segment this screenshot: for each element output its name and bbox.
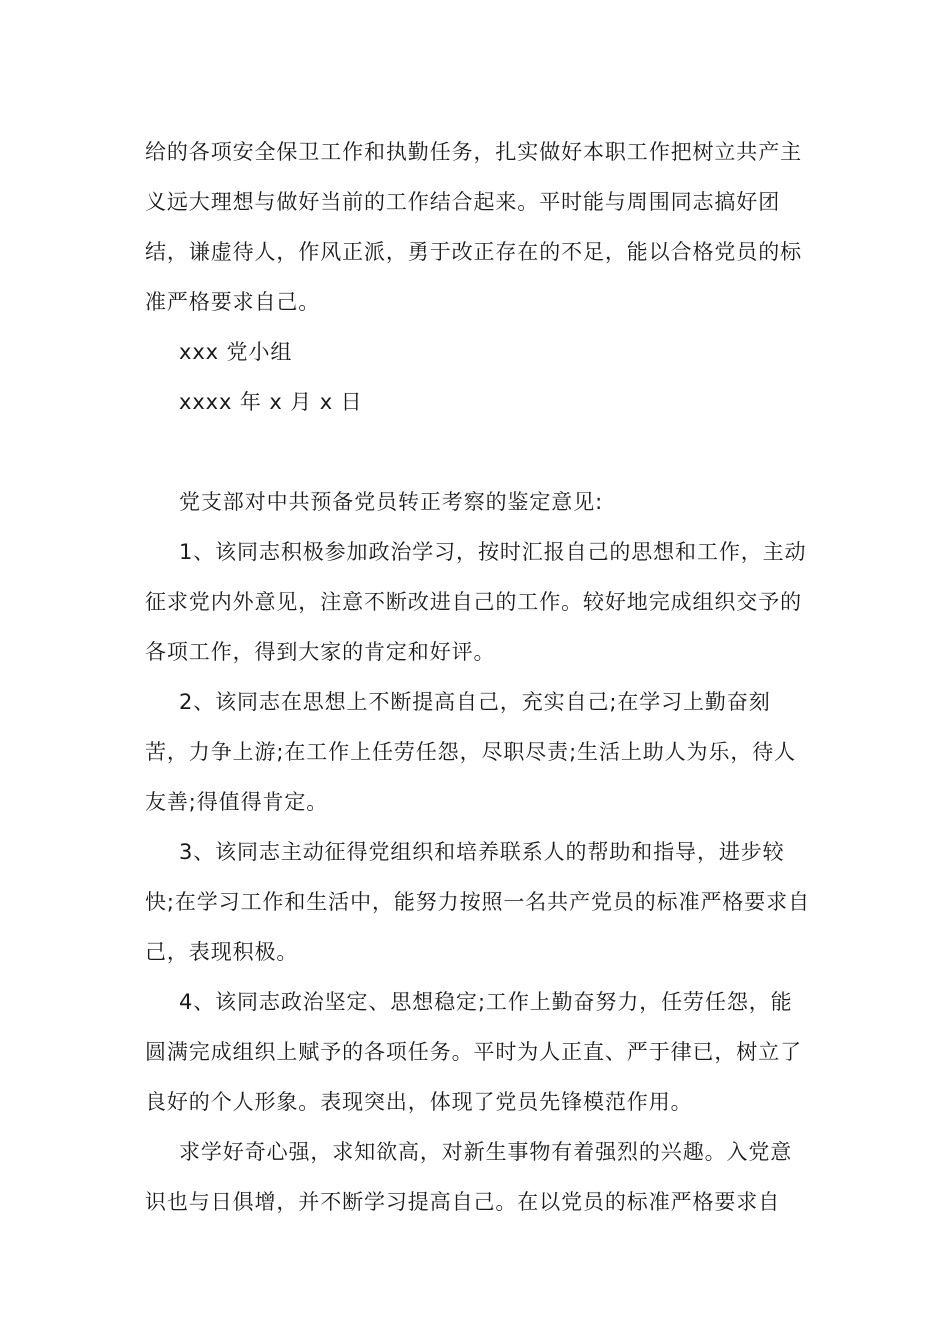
section-spacer <box>145 427 810 477</box>
signature-group: xxx 党小组 <box>179 340 293 364</box>
list-item: 1、该同志积极参加政治学习，按时汇报自己的思想和工作，主动征求党内外意见，注意不断改进自己的工作。较好地完成组织交予的各项工作，得到大家的肯定和好评。 <box>145 540 807 664</box>
signature-date: xxxx 年 x 月 x 日 <box>179 390 363 414</box>
section-heading: 党支部对中共预备党员转正考察的鉴定意见: <box>179 490 604 514</box>
list-item: 4、该同志政治坚定、思想稳定;工作上勤奋努力，任劳任怨，能圆满完成组织上赋予的各项任务。平时为人正直、严于律已，树立了良好的个人形象。表现突出，体现了党员先锋模范作用。 <box>145 990 802 1114</box>
intro-paragraph: 给的各项安全保卫工作和执勤任务，扎实做好本职工作把树立共产主义远大理想与做好当前的工作结合起来。平时能与周围同志搞好团结，谦虚待人，作风正派，勇于改正存在的不足，能以合格党员的标准严格要求自己。 <box>145 140 802 314</box>
closing-paragraph: 求学好奇心强，求知欲高，对新生事物有着强烈的兴趣。入党意识也与日俱增，并不断学习提高自己。在以党员的标准严格要求自 <box>145 1140 793 1214</box>
document-body <box>145 127 810 1227</box>
list-item: 2、该同志在思想上不断提高自己，充实自己;在学习上勤奋刻苦，力争上游;在工作上任劳任怨，尽职尽责;生活上助人为乐，待人友善;得值得肯定。 <box>145 690 797 814</box>
list-item: 3、该同志主动征得党组织和培养联系人的帮助和指导，进步较快;在学习工作和生活中，能努力按照一名共产党员的标准严格要求自己，表现积极。 <box>145 840 810 964</box>
